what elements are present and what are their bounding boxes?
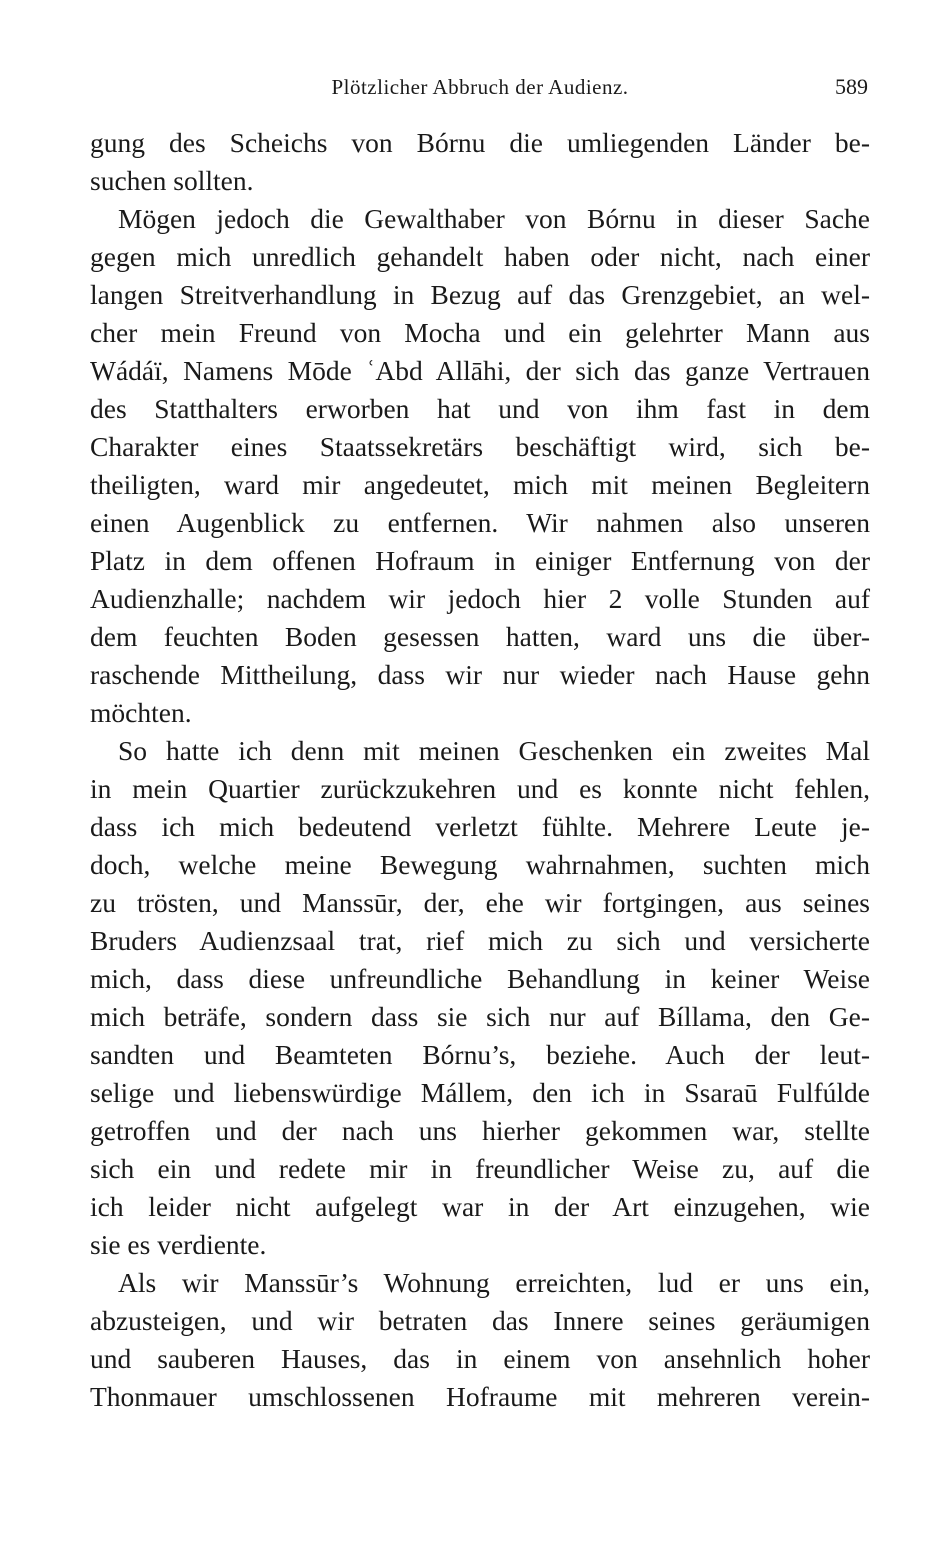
text-line: dass ich mich bedeutend verletzt fühlte. Mehrere Leute je- xyxy=(90,811,870,842)
text-line: cher mein Freund von Mocha und ein gelehrter Mann aus xyxy=(90,317,870,348)
text-line: Wádáï, Namens Mōde ʿAbd Allāhi, der sich das ganze Vertrauen xyxy=(90,355,870,386)
text-line: mich beträfe, sondern dass sie sich nur auf Bíllama, den Ge- xyxy=(90,1001,870,1032)
running-head xyxy=(90,70,870,104)
page-number: 589 xyxy=(835,74,868,99)
text-line: und sauberen Hauses, das in einem von ansehnlich hoher xyxy=(90,1343,870,1374)
running-title: Plötzlicher Abbruch der Audienz. xyxy=(331,75,629,99)
text-line: einen Augenblick zu entfernen. Wir nahmen also unseren xyxy=(90,507,870,538)
text-line: sich ein und redete mir in freundlicher Weise zu, auf die xyxy=(90,1153,870,1184)
text-line: doch, welche meine Bewegung wahrnahmen, suchten mich xyxy=(90,849,870,880)
text-line: getroffen und der nach uns hierher gekommen war, stellte xyxy=(90,1115,870,1146)
text-line: Audienzhalle; nachdem wir jedoch hier 2 volle Stunden auf xyxy=(90,583,870,614)
text-line: möchten. xyxy=(90,697,192,728)
text-line: Charakter eines Staatssekretärs beschäftigt wird, sich be- xyxy=(90,431,870,462)
text-line: So hatte ich denn mit meinen Geschenken ein zweites Mal xyxy=(118,735,870,766)
text-line: theiligten, ward mir angedeutet, mich mit meinen Begleitern xyxy=(90,469,870,500)
text-line: sie es verdiente. xyxy=(90,1229,267,1260)
text-line: des Statthalters erworben hat und von ihm fast in dem xyxy=(90,393,870,424)
text-line: zu trösten, und Manssūr, der, ehe wir fortgingen, aus seines xyxy=(90,887,870,918)
text-line: sandten und Beamteten Bórnu’s, beziehe. Auch der leut- xyxy=(90,1039,870,1070)
text-line: abzusteigen, und wir betraten das Innere seines geräumigen xyxy=(90,1305,870,1336)
text-line: Platz in dem offenen Hofraum in einiger Entfernung von der xyxy=(90,545,870,576)
text-line: Als wir Manssūr’s Wohnung erreichten, lud er uns ein, xyxy=(118,1267,870,1298)
text-line: raschende Mittheilung, dass wir nur wieder nach Hause gehn xyxy=(90,659,870,690)
text-line: in mein Quartier zurückzukehren und es konnte nicht fehlen, xyxy=(90,773,870,804)
text-line: gung des Scheichs von Bórnu die umliegenden Länder be- xyxy=(90,127,870,158)
text-line: selige und liebenswürdige Mállem, den ich in Ssaraū Fulfúlde xyxy=(90,1077,870,1108)
text-line: langen Streitverhandlung in Bezug auf das Grenzgebiet, an wel- xyxy=(90,279,870,310)
text-line: gegen mich unredlich gehandelt haben oder nicht, nach einer xyxy=(90,241,870,272)
text-line: ich leider nicht aufgelegt war in der Art einzugehen, wie xyxy=(90,1191,870,1222)
text-line: Thonmauer umschlossenen Hofraume mit mehreren verein- xyxy=(90,1381,870,1412)
text-line: mich, dass diese unfreundliche Behandlung in keiner Weise xyxy=(90,963,870,994)
text-line: dem feuchten Boden gesessen hatten, ward uns die über- xyxy=(90,621,870,652)
text-line: suchen sollten. xyxy=(90,165,254,196)
text-line: Bruders Audienzsaal trat, rief mich zu sich und versicherte xyxy=(90,925,870,956)
text-line: Mögen jedoch die Gewalthaber von Bórnu in dieser Sache xyxy=(118,203,870,234)
